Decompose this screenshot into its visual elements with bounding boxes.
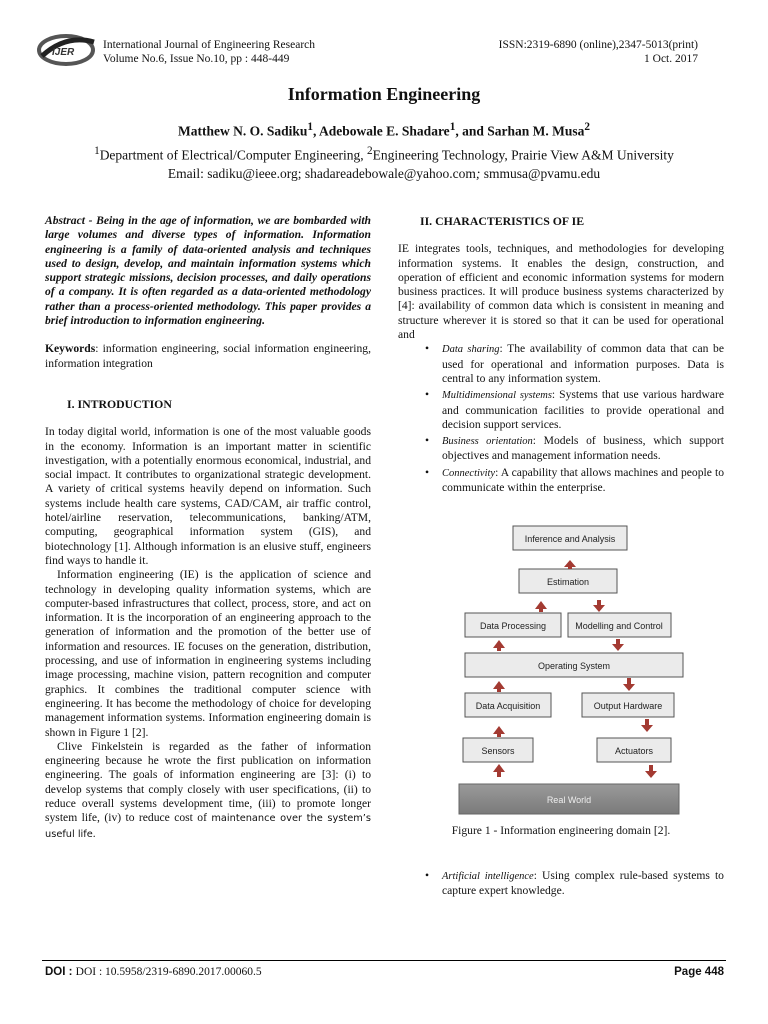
right-column	[398, 214, 724, 497]
characteristics-paragraph: IE integrates tools, techniques, and methodologies for developing information systems. It enables the design, construction, and operation of efficient and economic information systems for modern business practices. It will produce business systems characterized by [4]: availability of common data which is consistent in meaning and structure wherever it is stored so that it can be used for operational and	[398, 242, 724, 342]
arrow-down-icon	[641, 719, 653, 732]
figure-caption: Figure 1 - Information engineering domain [2].	[451, 824, 671, 837]
list-item-text: : The availability of common data that can be used for operational and information purposes. Data is central to any information system.	[442, 342, 725, 385]
journal-name: International Journal of Engineering Research	[103, 39, 316, 51]
abstract: Abstract - Being in the age of information, we are bombarded with large volumes and diverse types of information. Information engineering is a family of data-oriented analysis and techniques used to design, develop, and maintain information systems which support strategic missions, decision processes, and daily operations of a company. It is often regarded as a data-oriented methodology rather than a process-oriented methodology. This paper provides a brief introduction to information engineering.	[45, 214, 371, 328]
box-inference-label: Inference and Analysis	[524, 534, 616, 544]
bullet-dot: •	[425, 869, 430, 882]
list-item	[398, 466, 724, 496]
box-real-world-label: Real World	[546, 795, 592, 805]
email-1[interactable]: sadiku@ieee.org; shadareadebowale@yahoo.com	[207, 166, 476, 181]
intro-paragraph-2: Information engineering (IE) is the application of science and technology in developing quality information systems, which are computer-based infrastructures that collect, process, store, and act on information. It is the incorporation of an engineering approach to the generation of information and the promotion of the better use of information and resources. IE focuses on the generation, distribution, processing, and use of information in engineering systems including image processing, machine vision, pattern recognition and computer graphics. It combines the traditional computer science with engineering. It has become the methodology of choice for developing management information systems. Information engineering domain is shown in Figure 1 [2].	[45, 568, 371, 739]
page-number: Page 448	[674, 966, 724, 978]
left-column	[45, 214, 371, 842]
author-1: Matthew N. O. Sadiku	[178, 123, 308, 139]
doi-label: DOI :	[45, 966, 76, 978]
intro-paragraph-1: In today digital world, information is one of the most valuable goods in the economy. Information is an important matter in scientific investigation, with a potentially enormous economical, industrial, and social impact. It contributes to organizational strategic development. A variety of critical systems heavily depend on information. Such systems include health care systems, CAD/CAM, air traffic control, hotel/airline reservation, telecommunications, banking/ATM, computing, geographical information system (GIS), and biotechnology [1]. Although information is an elusive stuff, engineers find ways to handle it.	[45, 425, 371, 567]
figure-1	[455, 520, 695, 822]
list-item	[398, 869, 724, 899]
section-heading-introduction: I. INTRODUCTION	[67, 396, 172, 411]
box-output-label: Output Hardware	[593, 701, 663, 711]
bullet-dot: •	[425, 342, 430, 356]
svg-text:IJER: IJER	[52, 47, 75, 58]
author-list	[0, 121, 768, 140]
keywords	[45, 342, 371, 371]
arrow-up-icon	[535, 601, 547, 612]
characteristics-list-cont	[398, 869, 724, 899]
journal-logo	[36, 30, 100, 70]
box-estimation-label: Estimation	[546, 577, 590, 587]
email-line	[0, 166, 768, 182]
affil-sup: 2	[366, 145, 373, 157]
bullet-dot: •	[425, 434, 430, 448]
list-item-term: Artificial intelligence	[442, 871, 534, 882]
list-item	[398, 342, 724, 386]
affiliation	[0, 145, 768, 164]
right-column-bottom	[398, 869, 724, 901]
journal-issn: ISSN:2319-6890 (online),2347-5013(print)	[498, 39, 698, 51]
list-item-text: : Systems that use various hardware and communication facilities to provide operational and decision support services.	[442, 388, 724, 431]
keywords-label: Keywords	[45, 342, 96, 356]
arrow-up-icon	[493, 726, 505, 737]
box-data-processing-label: Data Processing	[479, 621, 547, 631]
arrow-down-icon	[645, 765, 657, 778]
author-3: , and Sarhan M. Musa	[455, 123, 585, 139]
footer-doi	[45, 966, 262, 978]
arrow-up-icon	[493, 681, 505, 692]
email-sep: ;	[475, 166, 484, 181]
affil-sup: 1	[307, 121, 314, 133]
footer-rule	[42, 960, 726, 961]
email-prefix: Email:	[167, 166, 208, 181]
box-acquisition-label: Data Acquisition	[475, 701, 541, 711]
list-item-term: Connectivity	[442, 467, 496, 479]
box-actuators-label: Actuators	[614, 746, 654, 756]
keywords-text: : information engineering, social information engineering, information integration	[45, 342, 371, 370]
list-item	[398, 388, 724, 432]
list-item-text: : Using complex rule-based systems to capture expert knowledge.	[442, 869, 724, 898]
publication-date: 1 Oct. 2017	[644, 53, 698, 65]
email-3[interactable]: smmusa@pvamu.edu	[483, 166, 601, 181]
bullet-dot: •	[425, 465, 430, 479]
intro-period: .	[92, 826, 96, 840]
doi-text[interactable]: DOI : 10.5958/2319-6890.2017.00060.5	[75, 966, 262, 978]
author-2: , Adebowale E. Shadare	[313, 123, 450, 139]
arrow-up-icon	[493, 640, 505, 651]
bullet-dot: •	[425, 388, 430, 402]
arrow-up-icon	[564, 560, 576, 569]
list-item-term: Data sharing	[442, 344, 500, 356]
dept-1: Department of Electrical/Computer Engineering,	[99, 147, 367, 163]
characteristics-list	[398, 342, 724, 495]
box-modelling-label: Modelling and Control	[575, 621, 663, 631]
affil-sup: 1	[449, 121, 456, 133]
box-os-label: Operating System	[537, 661, 611, 671]
list-item-term: Business orientation	[442, 436, 533, 448]
intro-paragraph-3-text: Clive Finkelstein is regarded as the father of information engineering because he wrote the first publication on information engineering. The goals of information engineering are [3]: (i) to develop systems that comply closely with user specifications, (ii) to reduce overall systems development time, (iii) to promote longer system life, (iv) to reduce cost of	[45, 739, 371, 825]
affil-sup: 1	[94, 145, 100, 157]
box-sensors-label: Sensors	[481, 746, 515, 756]
affil-sup: 2	[584, 121, 590, 133]
intro-paragraph-3-end: maintenance over the system’s useful life	[45, 813, 371, 840]
dept-2: Engineering Technology, Prairie View A&M University	[372, 147, 674, 163]
arrow-down-icon	[593, 600, 605, 612]
paper-title: Information Engineering	[287, 84, 481, 104]
arrow-up-icon	[493, 764, 505, 777]
list-item-text: : A capability that allows machines and people to communicate within the enterprise.	[442, 465, 724, 495]
list-item-text: : Models of business, which support objectives and management information needs.	[442, 434, 724, 463]
journal-volume: Volume No.6, Issue No.10, pp : 448-449	[103, 53, 290, 65]
section-heading-characteristics: II. CHARACTERISTICS OF IE	[420, 214, 585, 228]
arrow-down-icon	[623, 678, 635, 691]
arrow-down-icon	[612, 639, 624, 651]
list-item-term: Multidimensional systems	[442, 390, 552, 402]
intro-paragraph-3	[45, 740, 371, 842]
list-item	[398, 434, 724, 464]
